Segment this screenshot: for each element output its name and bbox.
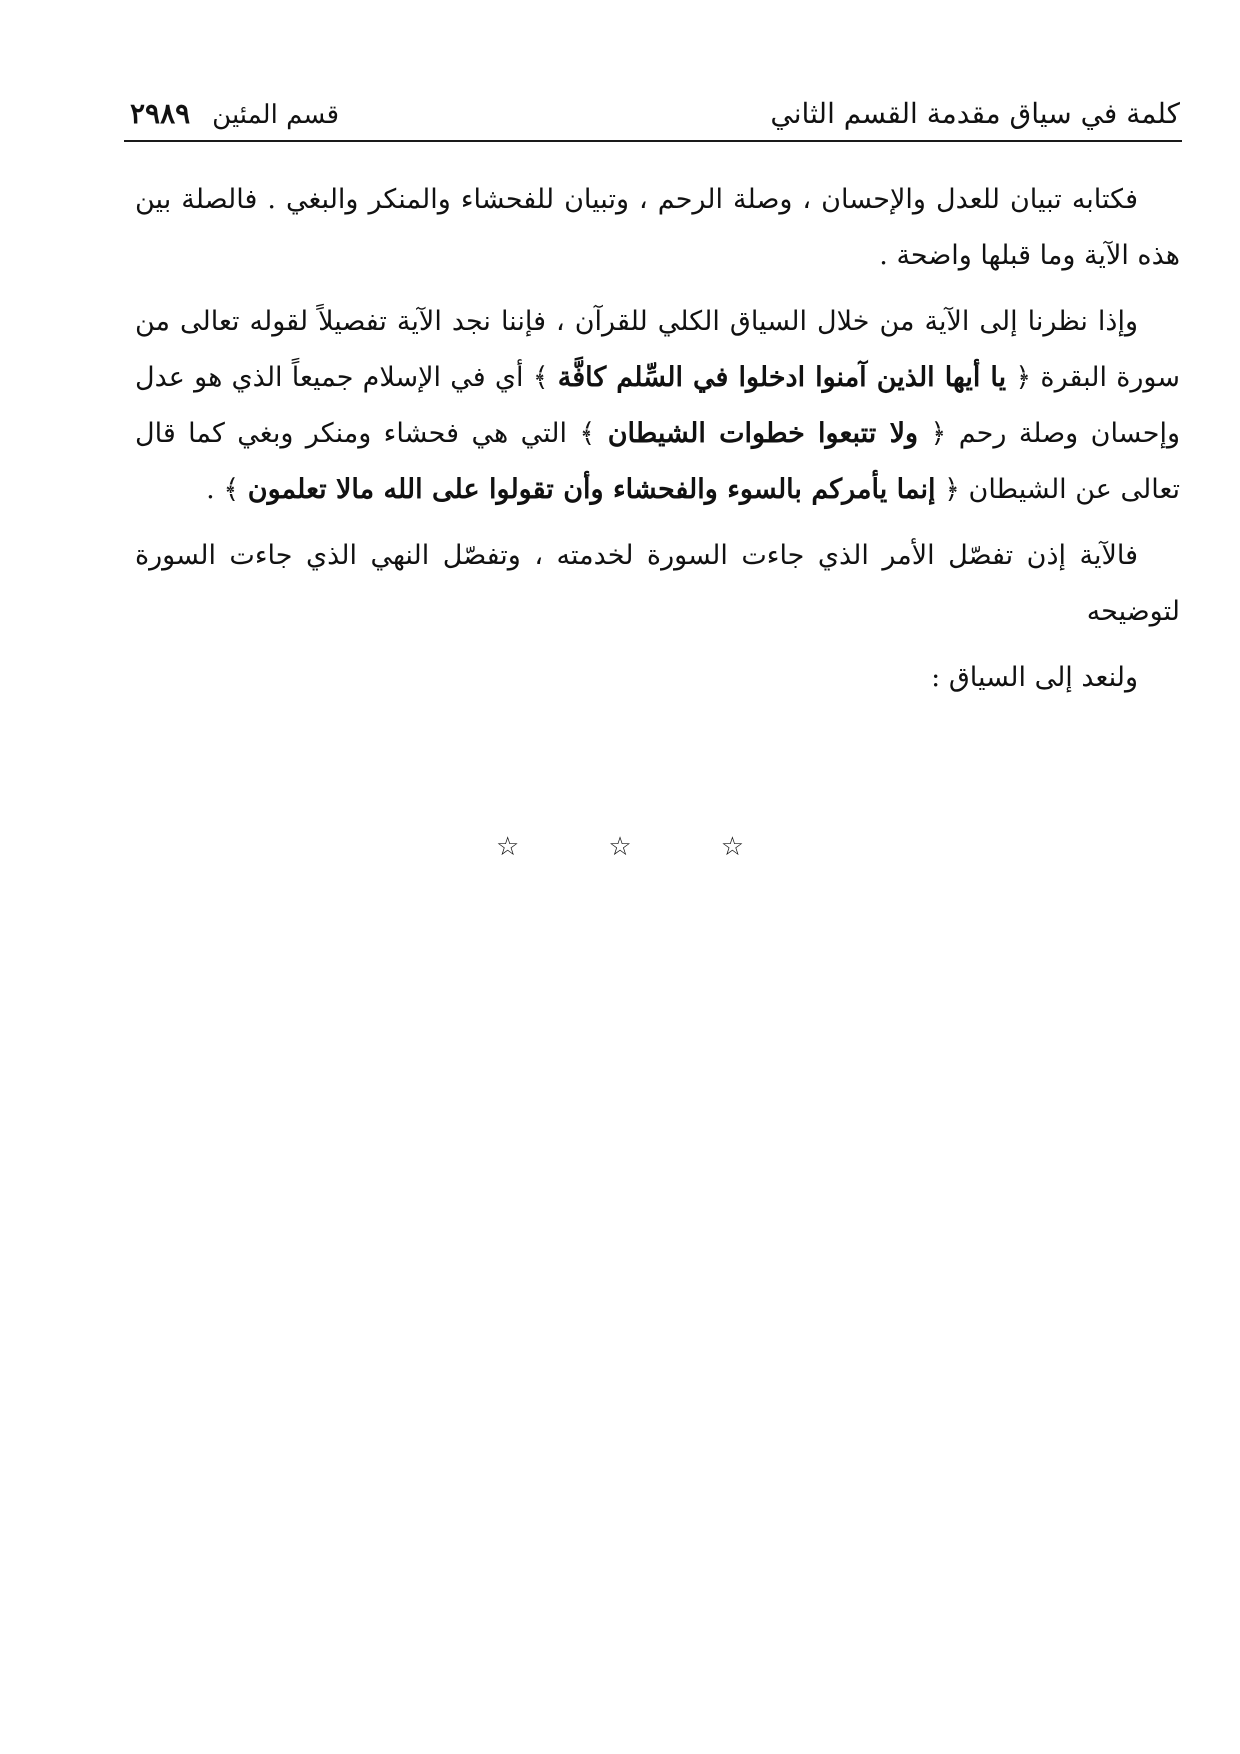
running-head: [130, 92, 1180, 136]
paragraph-2-text-a: وإذا نظرنا إلى الآية من خلال السياق الكلي للقرآن ، فإننا نجد الآية تفصيلاً لقوله تعالى من سورة البقرة: [135, 306, 1180, 393]
quran-quote-2: ولا تتبعوا خطوات الشيطان: [607, 418, 919, 449]
star-outline-icon: ☆: [720, 832, 745, 862]
quran-close-bracket: ﴾: [223, 474, 240, 505]
quran-open-bracket: ﴿: [944, 474, 960, 505]
paragraph-2-text-d: .: [206, 474, 224, 505]
paragraph-2-text-c: التي هي فحشاء ومنكر وبغي كما قال تعالى عن الشيطان: [135, 418, 1180, 505]
paragraph-3: فالآية إذن تفصّل الأمر الذي جاءت السورة لخدمته ، وتفصّل النهي الذي جاءت السورة لتوضيحه: [135, 540, 1180, 627]
quran-close-bracket: ﴾: [532, 362, 549, 393]
paragraph-4: ولنعد إلى السياق :: [931, 662, 1138, 693]
star-outline-icon: ☆: [608, 832, 632, 862]
section-name: قسم المئين: [212, 100, 340, 130]
section-separator: [0, 832, 1240, 862]
paragraph-2: [135, 294, 1180, 518]
quran-quote-1: يا أيها الذين آمنوا ادخلوا في السِّلم كافَّة: [557, 362, 1007, 393]
quran-open-bracket: ﴿: [1015, 362, 1032, 393]
page-number: ٢٩٨٩: [130, 97, 191, 130]
body-text: [135, 172, 1180, 716]
quran-quote-3: إنما يأمركم بالسوء والفحشاء وأن تقولوا على الله مالا تعلمون: [247, 474, 936, 505]
paragraph-1: فكتابه تبيان للعدل والإحسان ، وصلة الرحم ، وتبيان للفحشاء والمنكر والبغي . فالصلة بين هذه الآية وما قبلها واضحة .: [135, 184, 1180, 271]
quran-close-bracket: ﴾: [579, 418, 596, 449]
chapter-title: كلمة في سياق مقدمة القسم الثاني: [770, 97, 1180, 130]
paragraph-2-text-b: أي في الإسلام جميعاً الذي هو عدل وإحسان وصلة رحم: [135, 362, 1181, 449]
star-outline-icon: ☆: [495, 832, 520, 862]
header-rule: [124, 140, 1182, 142]
quran-open-bracket: ﴿: [930, 418, 947, 449]
header-left-block: [130, 92, 339, 140]
